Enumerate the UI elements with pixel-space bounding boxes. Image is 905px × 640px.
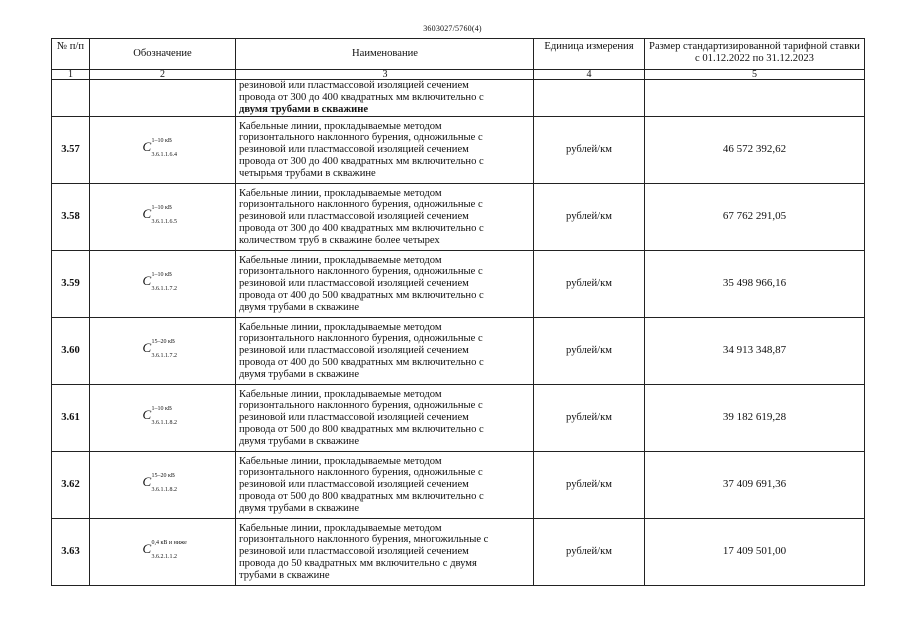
designation-symbol: C <box>142 273 152 289</box>
row-number: 3.59 <box>52 251 90 318</box>
designation-index: 3.6.1.1.7.2 <box>151 286 177 293</box>
designation-formula <box>131 203 195 227</box>
name-line: горизонтального наклонного бурения, одножильные с <box>239 199 483 211</box>
row-rate: 17 409 501,00 <box>645 519 865 586</box>
cont-code-cell <box>90 80 236 117</box>
row-rate: 37 409 691,36 <box>645 452 865 519</box>
name-line: трубами в скважине <box>239 569 330 581</box>
header-num: № п/п <box>52 39 90 70</box>
row-rate: 39 182 619,28 <box>645 385 865 452</box>
name-line: Кабельные линии, прокладываемые методом <box>239 455 442 467</box>
table-row <box>52 452 865 519</box>
designation-symbol: C <box>142 474 152 490</box>
name-line: количеством труб в скважине более четырех <box>239 234 440 246</box>
designation-index: 3.6.1.1.7.2 <box>151 353 177 360</box>
designation-letter <box>142 540 187 561</box>
cont-rate-cell <box>645 80 865 117</box>
row-rate: 34 913 348,87 <box>645 318 865 385</box>
table-header-row <box>52 39 865 70</box>
header-unit: Единица измерения <box>534 39 645 70</box>
designation-index: 3.6.1.1.6.5 <box>151 219 177 226</box>
name-line: резиновой или пластмассовой изоляцией сечением <box>239 80 469 92</box>
cont-name-cell <box>236 80 534 117</box>
table-row <box>52 251 865 318</box>
row-unit: рублей/км <box>534 519 645 586</box>
name-line: провода до 50 квадратных мм включительно с двумя <box>239 557 477 569</box>
designation-letter <box>142 205 177 226</box>
name-line: резиновой или пластмассовой изоляцией сечением <box>239 144 469 156</box>
name-line: провода от 300 до 400 квадратных мм включительно с <box>239 222 484 234</box>
row-unit: рублей/км <box>534 251 645 318</box>
designation-letter <box>142 473 177 494</box>
row-name <box>236 519 534 586</box>
designation-letter <box>142 339 177 360</box>
designation-formula <box>131 136 195 160</box>
row-designation <box>90 117 236 184</box>
designation-voltage: 1–10 кВ <box>151 406 172 413</box>
row-number: 3.57 <box>52 117 90 184</box>
name-line: горизонтального наклонного бурения, одножильные с <box>239 132 483 144</box>
name-line: провода от 300 до 400 квадратных мм включительно с <box>239 155 484 167</box>
designation-voltage: 1–10 кВ <box>151 205 172 212</box>
name-line: двумя трубами в скважине <box>239 368 360 380</box>
row-name <box>236 318 534 385</box>
row-name <box>236 452 534 519</box>
designation-letter <box>142 138 177 159</box>
designation-voltage: 1–10 кВ <box>151 138 172 145</box>
header-rate: Размер стандартизированной тарифной ставки с 01.12.2022 по 31.12.2023 <box>645 39 865 70</box>
designation-symbol: C <box>142 340 152 356</box>
designation-voltage: 1–10 кВ <box>151 272 172 279</box>
row-number: 3.61 <box>52 385 90 452</box>
name-line: Кабельные линии, прокладываемые методом <box>239 321 442 333</box>
row-designation <box>90 251 236 318</box>
col-number: 4 <box>534 70 645 80</box>
table-row <box>52 184 865 251</box>
designation-formula <box>131 337 195 361</box>
name-line: двумя трубами в скважине <box>239 502 360 514</box>
designation-index: 3.6.2.1.1.2 <box>151 554 177 561</box>
name-line: провода от 500 до 800 квадратных мм включительно с <box>239 423 484 435</box>
name-line: Кабельные линии, прокладываемые методом <box>239 187 442 199</box>
name-line: провода от 500 до 800 квадратных мм включительно с <box>239 490 484 502</box>
name-line: горизонтального наклонного бурения, многожильные с <box>239 534 489 546</box>
name-line: резиновой или пластмассовой изоляцией сечением <box>239 278 469 290</box>
row-unit: рублей/км <box>534 318 645 385</box>
row-name <box>236 385 534 452</box>
row-name <box>236 251 534 318</box>
designation-formula <box>131 538 195 562</box>
header-code: Обозначение <box>90 39 236 70</box>
row-unit: рублей/км <box>534 117 645 184</box>
row-unit: рублей/км <box>534 184 645 251</box>
row-number: 3.62 <box>52 452 90 519</box>
tariff-table <box>51 38 865 586</box>
name-line: горизонтального наклонного бурения, одножильные с <box>239 400 483 412</box>
designation-formula <box>131 471 195 495</box>
name-line: Кабельные линии, прокладываемые методом <box>239 254 442 266</box>
row-name <box>236 117 534 184</box>
row-designation <box>90 519 236 586</box>
name-line: резиновой или пластмассовой изоляцией сечением <box>239 345 469 357</box>
name-line: провода от 300 до 400 квадратных мм включительно с <box>239 92 484 104</box>
name-line: провода от 400 до 500 квадратных мм включительно с <box>239 289 484 301</box>
col-number: 2 <box>90 70 236 80</box>
column-number-row <box>52 70 865 80</box>
row-rate: 67 762 291,05 <box>645 184 865 251</box>
header-name: Наименование <box>236 39 534 70</box>
table-row <box>52 519 865 586</box>
designation-symbol: C <box>142 407 152 423</box>
name-line: горизонтального наклонного бурения, одножильные с <box>239 266 483 278</box>
designation-symbol: C <box>142 206 152 222</box>
table-row <box>52 385 865 452</box>
name-line: горизонтального наклонного бурения, одножильные с <box>239 467 483 479</box>
row-number: 3.60 <box>52 318 90 385</box>
designation-formula <box>131 404 195 428</box>
designation-symbol: C <box>142 139 152 155</box>
document-number: 3603027/5760(4) <box>423 24 482 33</box>
designation-symbol: C <box>142 541 152 557</box>
row-designation <box>90 318 236 385</box>
designation-letter <box>142 406 177 427</box>
name-line: резиновой или пластмассовой изоляцией сечением <box>239 546 469 558</box>
designation-voltage: 15–20 кВ <box>151 473 175 480</box>
row-name <box>236 184 534 251</box>
col-number: 1 <box>52 70 90 80</box>
designation-voltage: 0,4 кВ и ниже <box>151 540 187 547</box>
col-number: 5 <box>645 70 865 80</box>
table-row <box>52 117 865 184</box>
row-designation <box>90 184 236 251</box>
row-unit: рублей/км <box>534 385 645 452</box>
designation-index: 3.6.1.1.8.2 <box>151 420 177 427</box>
continuation-row <box>52 80 865 117</box>
name-line: горизонтального наклонного бурения, одножильные с <box>239 333 483 345</box>
designation-index: 3.6.1.1.8.2 <box>151 487 177 494</box>
name-line: резиновой или пластмассовой изоляцией сечением <box>239 412 469 424</box>
row-rate: 46 572 392,62 <box>645 117 865 184</box>
row-designation <box>90 385 236 452</box>
name-line: Кабельные линии, прокладываемые методом <box>239 522 442 534</box>
row-unit: рублей/км <box>534 452 645 519</box>
name-line: Кабельные линии, прокладываемые методом <box>239 388 442 400</box>
designation-formula <box>131 270 195 294</box>
table-row <box>52 318 865 385</box>
name-line: резиновой или пластмассовой изоляцией сечением <box>239 479 469 491</box>
col-number: 3 <box>236 70 534 80</box>
designation-letter <box>142 272 177 293</box>
row-number: 3.63 <box>52 519 90 586</box>
name-line: двумя трубами в скважине <box>239 435 360 447</box>
cont-unit-cell <box>534 80 645 117</box>
row-rate: 35 498 966,16 <box>645 251 865 318</box>
name-line: Кабельные линии, прокладываемые методом <box>239 120 442 132</box>
name-line: провода от 400 до 500 квадратных мм включительно с <box>239 356 484 368</box>
row-number: 3.58 <box>52 184 90 251</box>
designation-index: 3.6.1.1.6.4 <box>151 152 177 159</box>
name-line: двумя трубами в скважине <box>239 301 360 313</box>
row-designation <box>90 452 236 519</box>
name-line: двумя трубами в скважине <box>239 103 369 115</box>
cont-num-cell <box>52 80 90 117</box>
designation-voltage: 15–20 кВ <box>151 339 175 346</box>
name-line: четырьмя трубами в скважине <box>239 167 376 179</box>
name-line: резиновой или пластмассовой изоляцией сечением <box>239 211 469 223</box>
